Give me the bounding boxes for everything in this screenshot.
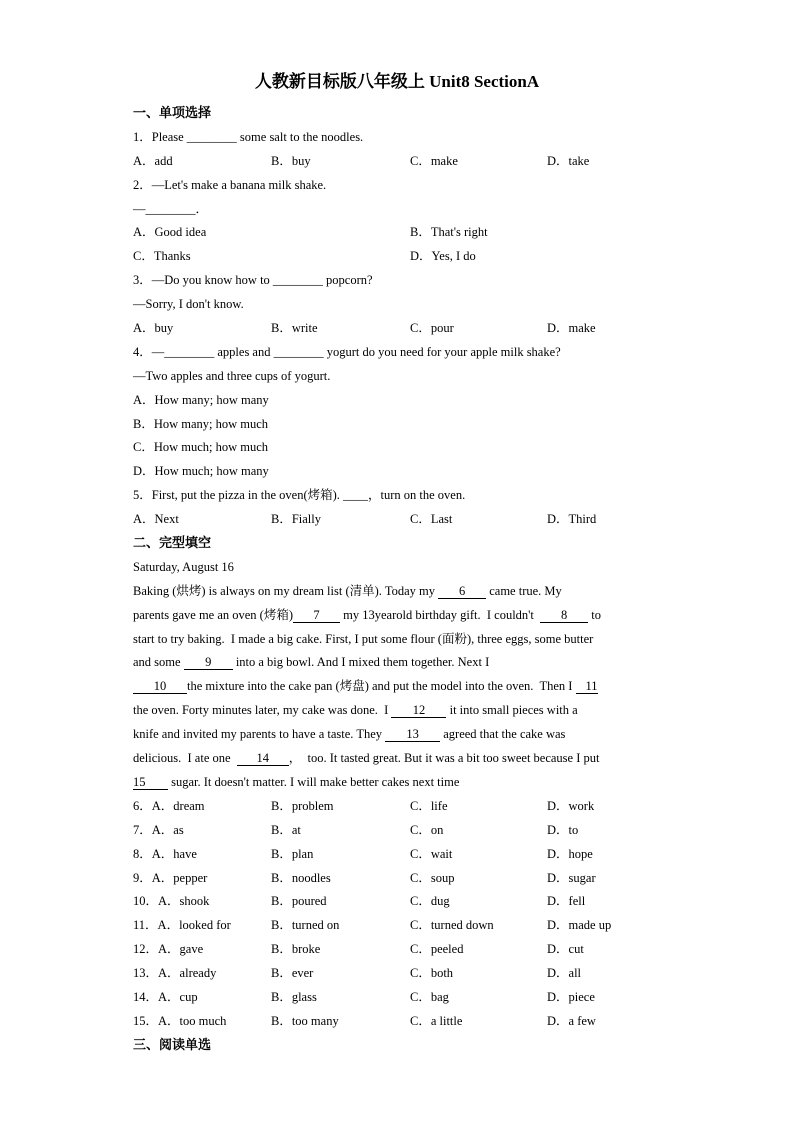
option-b: B．That's right	[410, 225, 488, 240]
item-number: 6．	[133, 798, 152, 813]
option-b: B．turned on	[271, 918, 340, 933]
option-d: D．hope	[547, 846, 593, 861]
option-d: D．to	[547, 822, 579, 837]
question-2-options-row-2	[133, 245, 733, 269]
option-c: C．turned down	[410, 918, 494, 933]
option-d: D．a few	[547, 1013, 596, 1028]
passage-text: sugar. It doesn't matter. I will make better cakes next time	[168, 774, 460, 789]
section-heading-cloze: 二、完型填空	[133, 536, 212, 552]
question-1-stem: 1．Please ________ some salt to the noodles.	[133, 129, 364, 144]
option-c: C．bag	[410, 989, 449, 1004]
passage-text: Baking (烘烤) is always on my dream list (清单). Today my	[133, 583, 439, 598]
option-a	[133, 986, 198, 1010]
option-a-text: A．pepper	[151, 870, 208, 885]
option-a	[133, 962, 216, 986]
passage-line	[133, 651, 733, 675]
option-a: A．How many; how many	[133, 392, 269, 407]
option-c: C．peeled	[410, 942, 464, 957]
option-a: A．add	[133, 153, 173, 168]
option-d: D．make	[547, 321, 596, 336]
cloze-options-15	[133, 1010, 733, 1034]
blank-9: 9	[184, 656, 233, 670]
question-2-stem: 2．—Let's make a banana milk shake.	[133, 177, 327, 192]
option-a-text: A．gave	[158, 942, 204, 957]
option-c: C．Thanks	[133, 249, 191, 264]
option-a	[133, 843, 197, 867]
option-d: D．piece	[547, 989, 595, 1004]
option-b: B．noodles	[271, 870, 331, 885]
option-a	[133, 914, 231, 938]
option-b: B．problem	[271, 798, 334, 813]
option-a-text: A．shook	[158, 894, 210, 909]
option-b: B．write	[271, 321, 318, 336]
passage-text: came true. My	[486, 583, 562, 598]
item-number: 12．	[133, 942, 159, 957]
passage-line	[133, 628, 733, 652]
option-a-text: A．dream	[151, 798, 205, 813]
option-c: C．wait	[410, 846, 453, 861]
cloze-options-13	[133, 962, 733, 986]
question-4-stem-reply: —Two apples and three cups of yogurt.	[133, 368, 331, 383]
blank-13: 13	[385, 728, 440, 742]
passage-text: delicious. I ate one	[133, 751, 237, 766]
option-c: C．soup	[410, 870, 455, 885]
question-5-stem: 5．First, put the pizza in the oven(烤箱). ____，turn on the oven.	[133, 488, 466, 503]
option-a	[133, 1010, 226, 1034]
option-a	[133, 890, 209, 914]
option-c: C．make	[410, 153, 458, 168]
option-a-text: A．have	[151, 846, 197, 861]
passage-text: agreed that the cake was	[440, 727, 566, 742]
option-b: B．Fially	[271, 512, 322, 527]
question-3-stem-reply: —Sorry, I don't know.	[133, 297, 244, 312]
option-a-text: A．as	[151, 822, 184, 837]
exam-content	[133, 102, 733, 1058]
passage-text: it into small pieces with a	[446, 703, 578, 718]
option-c: C．Last	[410, 512, 453, 527]
question-3-options	[133, 317, 733, 341]
item-number: 11．	[133, 918, 158, 933]
option-c: C．dug	[410, 894, 450, 909]
item-number: 7．	[133, 822, 152, 837]
option-d: D．work	[547, 798, 595, 813]
item-number: 15．	[133, 1013, 159, 1028]
blank-8: 8	[540, 609, 588, 623]
question-1-options	[133, 150, 733, 174]
cloze-options-9	[133, 867, 733, 891]
blank-6: 6	[438, 585, 486, 599]
blank-15: 15	[133, 776, 168, 790]
option-c: C．How much; how much	[133, 440, 269, 455]
passage-line	[133, 699, 733, 723]
passage-text: knife and invited my parents to have a taste. They	[133, 727, 386, 742]
option-c: C．pour	[410, 321, 454, 336]
option-a	[133, 819, 184, 843]
option-d: D．made up	[547, 918, 612, 933]
option-d: D．cut	[547, 942, 584, 957]
item-number: 14．	[133, 989, 159, 1004]
option-a: A．buy	[133, 321, 174, 336]
option-d: D．How much; how many	[133, 464, 269, 479]
cloze-options-6	[133, 795, 733, 819]
option-a: A．Good idea	[133, 225, 207, 240]
passage-line	[133, 580, 733, 604]
passage-text: and some	[133, 655, 184, 670]
passage-date: Saturday, August 16	[133, 559, 234, 574]
cloze-options-14	[133, 986, 733, 1010]
passage-line	[133, 723, 733, 747]
passage-text: the mixture into the cake pan (烤盘) and put the model into the oven. Then I	[187, 679, 576, 694]
passage-text: start to try baking. I made a big cake. First, I put some flour (面粉), three eggs, some butter	[133, 631, 594, 646]
option-b: B．buy	[271, 153, 311, 168]
page-title: 人教新目标版八年级上 Unit8 SectionA	[254, 72, 540, 91]
passage-line	[133, 771, 733, 795]
option-a	[133, 795, 205, 819]
blank-7: 7	[293, 609, 340, 623]
cloze-options-12	[133, 938, 733, 962]
option-d: D．fell	[547, 894, 586, 909]
option-a-text: A．cup	[158, 989, 198, 1004]
option-a	[133, 938, 203, 962]
option-b: B．ever	[271, 966, 314, 981]
option-a-text: A．too much	[158, 1013, 227, 1028]
option-b: B．plan	[271, 846, 314, 861]
option-c: C．life	[410, 798, 448, 813]
blank-10: 10	[133, 680, 187, 694]
option-a-text: A．already	[158, 966, 217, 981]
cloze-options-8	[133, 843, 733, 867]
blank-12: 12	[391, 704, 446, 718]
passage-text: parents gave me an oven (烤箱)	[133, 607, 294, 622]
option-b: B．poured	[271, 894, 327, 909]
option-d: D．take	[547, 153, 590, 168]
question-3-stem: 3．—Do you know how to ________ popcorn?	[133, 273, 373, 288]
option-c: C．on	[410, 822, 444, 837]
passage-text: the oven. Forty minutes later, my cake was done. I	[133, 703, 392, 718]
cloze-options-7	[133, 819, 733, 843]
section-heading-reading: 三、阅读单选	[133, 1037, 212, 1053]
blank-14: 14	[237, 752, 289, 766]
cloze-options-10	[133, 890, 733, 914]
option-a: A．Next	[133, 512, 179, 527]
option-b: B．broke	[271, 942, 321, 957]
option-b: B．at	[271, 822, 301, 837]
item-number: 10．	[133, 894, 159, 909]
passage-line	[133, 747, 733, 771]
question-2-stem-reply: —________．	[133, 201, 209, 216]
passage-text: to	[588, 607, 602, 622]
option-c: C．both	[410, 966, 454, 981]
question-4-stem: 4．—________ apples and ________ yogurt do you need for your apple milk shake?	[133, 344, 561, 359]
option-b: B．glass	[271, 989, 317, 1004]
question-2-options-row-1	[133, 221, 733, 245]
passage-text: my 13yearold birthday gift. I couldn't	[340, 607, 541, 622]
option-a	[133, 867, 207, 891]
option-d: D．Yes, I do	[410, 249, 476, 264]
passage-line	[133, 604, 733, 628]
question-5-options	[133, 508, 733, 532]
item-number: 8．	[133, 846, 152, 861]
option-d: D．all	[547, 966, 582, 981]
cloze-options-11	[133, 914, 733, 938]
option-d: D．Third	[547, 512, 597, 527]
item-number: 13．	[133, 966, 159, 981]
option-b: B．too many	[271, 1013, 339, 1028]
option-b: B．How many; how much	[133, 416, 269, 431]
section-heading-single-choice: 一、单项选择	[133, 106, 212, 121]
blank-11: 11	[576, 680, 598, 694]
passage-text: into a big bowl. And I mixed them together. Next I	[232, 655, 490, 670]
passage-line	[133, 675, 733, 699]
item-number: 9．	[133, 870, 152, 885]
passage-text: ， too. It tasted great. But it was a bit too sweet because I put	[288, 751, 600, 766]
option-c: C．a little	[410, 1013, 463, 1028]
option-d: D．sugar	[547, 870, 596, 885]
option-a-text: A．looked for	[157, 918, 231, 933]
